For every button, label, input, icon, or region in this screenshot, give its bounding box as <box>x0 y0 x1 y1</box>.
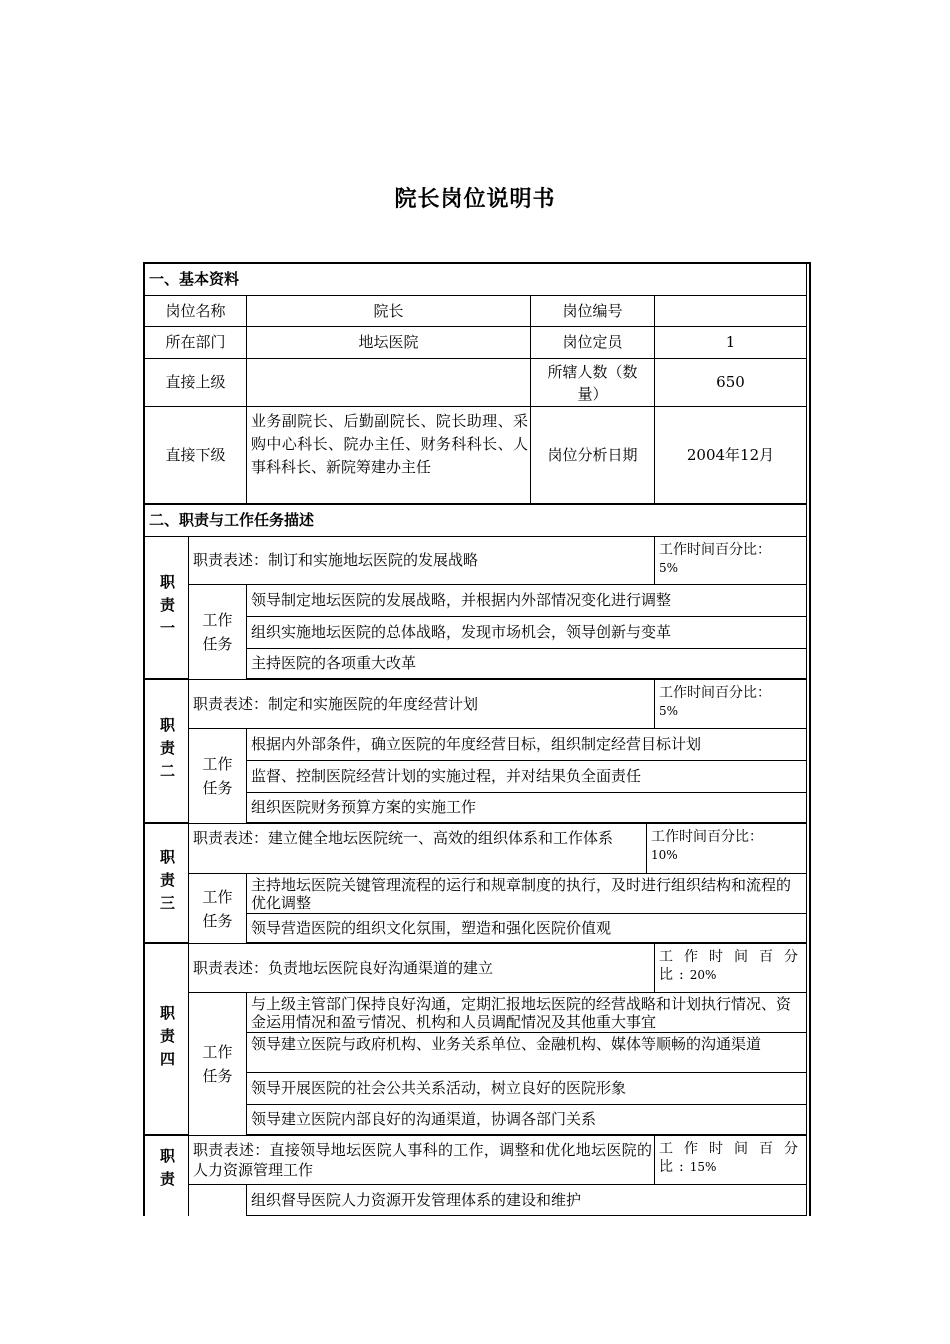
duty-3-label-text: 职责三 <box>158 849 176 918</box>
duty-3-task-label: 工作任务 <box>189 874 247 944</box>
duty-1-pct-value: 5% <box>659 561 679 575</box>
label-department: 所在部门 <box>145 327 247 359</box>
value-managed-count: 650 <box>655 359 807 407</box>
duty-2-statement: 职责表述：制定和实施医院的年度经营计划 <box>189 680 655 729</box>
duty-2-task-3: 组织医院财务预算方案的实施工作 <box>247 793 807 824</box>
duty-4-task-label: 工作任务 <box>189 993 247 1136</box>
duty-4-label-text: 职责四 <box>158 1005 176 1074</box>
duty-1-time-percent <box>655 537 807 585</box>
duty-2-time-percent <box>655 680 807 729</box>
page-title: 院长岗位说明书 <box>394 187 556 212</box>
label-analysis-date: 岗位分析日期 <box>531 407 655 505</box>
label-position-code: 岗位编号 <box>531 296 655 327</box>
duty-2-label <box>145 680 189 824</box>
duty-1-task-label: 工作任务 <box>189 585 247 680</box>
value-position-name: 院长 <box>247 296 531 327</box>
duty-1-statement: 职责表述：制订和实施地坛医院的发展战略 <box>189 537 655 585</box>
duty-5-time-percent <box>655 1136 807 1185</box>
label-managed-count: 所辖人数（数量） <box>531 359 655 407</box>
job-description-table <box>143 262 811 1216</box>
duty-5-pct-value: 15% <box>689 1160 717 1174</box>
duty-5-label-text: 职责 <box>158 1148 176 1194</box>
duty-3-statement <box>189 824 647 874</box>
label-direct-subordinates: 直接下级 <box>145 407 247 505</box>
duty-1-label-text: 职责一 <box>158 573 176 643</box>
duty-4-pct-value: 20% <box>689 968 717 982</box>
duty-1-label <box>145 537 189 680</box>
duty-5-pct-label: 工作时间百分比: <box>659 1141 804 1175</box>
duty-5-task-label-empty <box>189 1185 247 1216</box>
section-duties-heading: 二、职责与工作任务描述 <box>145 505 807 537</box>
value-direct-superior <box>247 359 531 407</box>
duty-2-pct-value: 5% <box>659 704 679 718</box>
label-headcount: 岗位定员 <box>531 327 655 359</box>
duty-3-label <box>145 824 189 944</box>
duty-5-statement-text: 职责表述：直接领导地坛医院人事科的工作，调整和优化地坛医院的人力资源管理工作 <box>193 1141 652 1179</box>
value-headcount: 1 <box>655 327 807 359</box>
duty-1-task-1: 领导制定地坛医院的发展战略，并根据内外部情况变化进行调整 <box>247 585 807 617</box>
subordinates-text: 业务副院长、后勤副院长、院长助理、采购中心科长、院办主任、财务科科长、人事科科长、新院筹建办主任 <box>251 412 528 476</box>
duty-2-task-label: 工作任务 <box>189 729 247 824</box>
duty-4-task-3: 领导开展医院的社会公共关系活动，树立良好的医院形象 <box>247 1073 807 1105</box>
value-analysis-date: 2004年12月 <box>655 407 807 505</box>
duty-4-statement: 职责表述：负责地坛医院良好沟通渠道的建立 <box>189 944 655 993</box>
duty-4-label <box>145 944 189 1136</box>
duty-2-label-text: 职责二 <box>158 717 176 786</box>
duty-3-statement-text: 职责表述：建立健全地坛医院统一、高效的组织体系和工作体系 <box>193 829 614 847</box>
value-direct-subordinates <box>247 407 531 505</box>
label-direct-superior: 直接上级 <box>145 359 247 407</box>
duty-5-task-1: 组织督导医院人力资源开发管理体系的建设和维护 <box>247 1185 807 1216</box>
duty-4-task-1-text: 与上级主管部门保持良好沟通，定期汇报地坛医院的经营战略和计划执行情况、资金运用情况和盈亏情况、机构和人员调配情况及其他重大事宜 <box>251 995 792 1031</box>
value-department: 地坛医院 <box>247 327 531 359</box>
duty-2-task-1: 根据内外部条件，确立医院的年度经营目标，组织制定经营目标计划 <box>247 729 807 761</box>
duty-5-statement <box>189 1136 655 1185</box>
duty-4-task-2-text: 领导建立医院与政府机构、业务关系单位、金融机构、媒体等顺畅的沟通渠道 <box>251 1035 762 1053</box>
duty-4-task-4: 领导建立医院内部良好的沟通渠道，协调各部门关系 <box>247 1105 807 1136</box>
duty-3-task-2: 领导营造医院的组织文化氛围，塑造和强化医院价值观 <box>247 914 807 944</box>
duty-2-task-2: 监督、控制医院经营计划的实施过程，并对结果负全面责任 <box>247 761 807 793</box>
duty-3-pct-label: 工作时间百分比： <box>651 829 763 845</box>
section-basic-heading: 一、基本资料 <box>145 264 807 296</box>
duty-1-pct-label: 工作时间百分比： <box>659 542 771 558</box>
duty-3-pct-value: 10% <box>651 848 678 862</box>
duty-3-time-percent <box>647 824 807 874</box>
duty-4-task-2 <box>247 1033 807 1073</box>
duty-4-time-percent <box>655 944 807 993</box>
duty-3-task-1-text: 主持地坛医院关键管理流程的运行和规章制度的执行，及时进行组织结构和流程的优化调整 <box>251 876 792 912</box>
duty-4-task-1 <box>247 993 807 1033</box>
duty-1-task-2: 组织实施地坛医院的总体战略，发现市场机会，领导创新与变革 <box>247 617 807 649</box>
duty-5-label <box>145 1136 189 1216</box>
duty-4-pct-label: 工作时间百分比: <box>659 949 804 983</box>
value-position-code <box>655 296 807 327</box>
duty-2-pct-label: 工作时间百分比： <box>659 685 771 701</box>
label-position-name: 岗位名称 <box>145 296 247 327</box>
duty-1-task-3: 主持医院的各项重大改革 <box>247 649 807 680</box>
duty-3-task-1 <box>247 874 807 914</box>
